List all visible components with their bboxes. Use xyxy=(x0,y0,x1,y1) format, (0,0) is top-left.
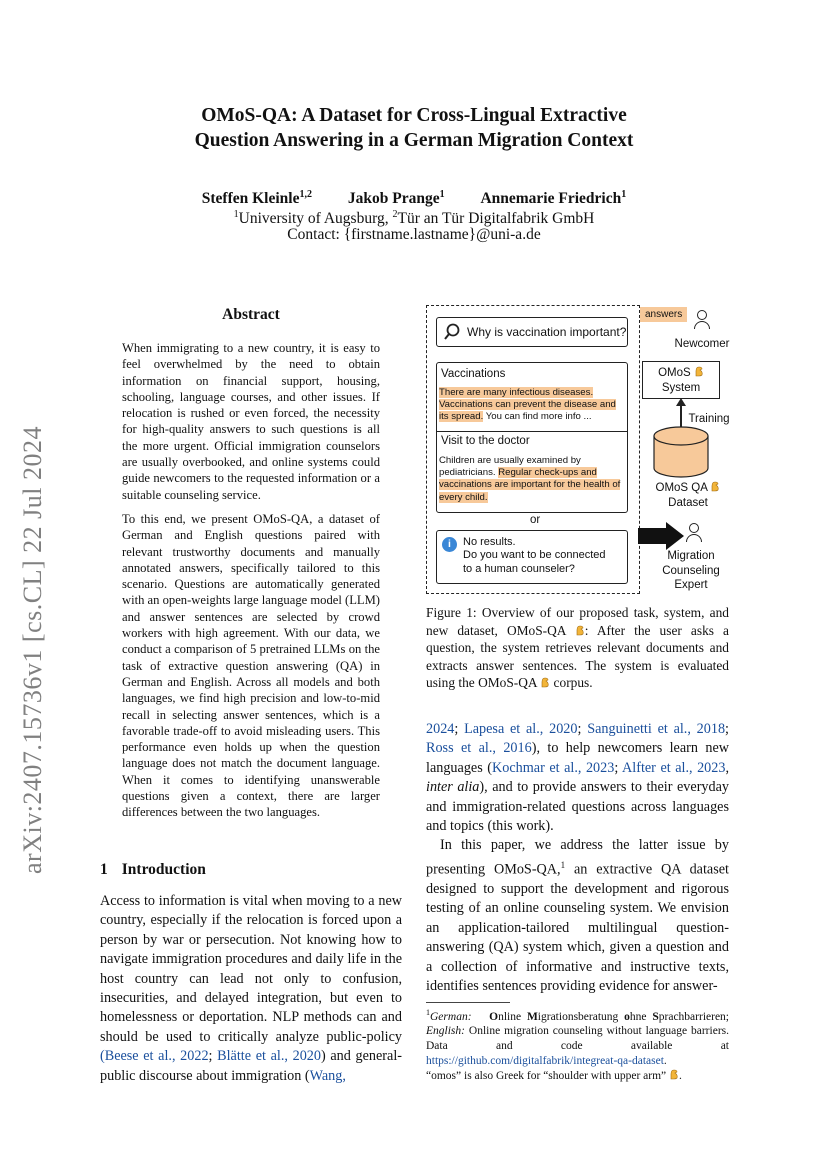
citation-link[interactable]: Alfter et al., 2023 xyxy=(622,759,726,776)
handoff-arrow-head xyxy=(666,522,684,550)
expert-person-icon xyxy=(686,523,702,541)
abstract-heading: Abstract xyxy=(222,306,280,323)
newcomer-label: Newcomer xyxy=(674,338,730,350)
abstract-paragraph-2: To this end, we present OMoS-QA, a dataset of German and English questions paired with relevant trustworthy documents and manually annotated answers, specifically tailored to this scenario. Questions are automatically generated with an open-weights large language model (LLM) and answer sentences are selected by crowd workers with high agreement. With our data, we conduct a comparison of 5 pretrained LLMs on the task of extractive question answering (QA) in German and English. Across all models and both languages, we find high precision and low-to-mid recall in selecting answer sentences, which is a favorable trade-off to avoid misleading users. This performance even holds up when the question language does not match the document language. When it comes to identifying unanswerable questions given a context, there are larger differences between the two languages. xyxy=(122,511,380,820)
question-box xyxy=(436,317,628,347)
section-heading-introduction: 1 Introduction xyxy=(100,861,206,878)
citation-link[interactable]: Sanguinetti et al., 2018 xyxy=(587,721,726,737)
figure-1 xyxy=(426,302,736,600)
database-icon xyxy=(652,426,710,478)
figure-caption: Figure 1: Overview of our proposed task, system, and new dataset, OMoS-QA : After the user asks a question, the system retrieves relevant documents and extracts answer sentences. The system is evaluated using the OMoS-QA corpus. xyxy=(426,605,729,690)
doc-1-title: Vaccinations xyxy=(441,368,506,380)
doc-1-body: There are many infectious diseases. Vaccinations can prevent the disease and its spread. You can find more info ... xyxy=(439,387,616,423)
training-label: Training xyxy=(688,413,730,425)
paper-paragraph: In this paper, we address the latter issue by presenting OMoS-QA,$^1$ an extractive QA dataset designed to support the development and rigorous testing of an online counseling system. We envision an application-tailored multilingual question-answering (QA) system which, given a question and a collection of informative and instructive texts, identifies sentences providing evidence for answer- xyxy=(426,837,729,995)
answer-highlight: Regular check-ups and vaccinations are important for the health of every child. xyxy=(439,467,621,503)
citation-link[interactable]: Kochmar et al., 2023 xyxy=(492,759,615,776)
intro-paragraph: Access to information is vital when moving to a new country, especially if the relocation is forced upon a person by war or persecution. Not knowing how to navigate immigration procedures and daily life in the host country can lead not only to confusion, insecurities, and delayed integration, but even to homelessness or deportation. NLP methods can and should be used to critically analyze public-policy (Beese et al., 2022; Blätte et al., 2020) and general-public discourse about immigration (Wang, xyxy=(100,893,402,1084)
abstract-paragraph-1: When immigrating to a new country, it is easy to feel overwhelmed by the need to obtain information on financial support, housing, schooling, language courses, and other issues. If relocation is rushed or even forced, the necessity for high-quality answers to such questions is all the more urgent. Official immigration counselors are usually overbooked, and online systems could guide newcomers to the requested information or a suitable counseling service. xyxy=(122,341,380,502)
abstract-body xyxy=(122,340,380,829)
footnote-marker[interactable]: 1 xyxy=(560,859,566,870)
citation-link[interactable]: 2024 xyxy=(426,721,455,737)
citation-link[interactable]: (Beese et al., 2022 xyxy=(100,1048,209,1065)
citation-link[interactable]: Ross et al., 2016 xyxy=(426,740,532,757)
system-box: OMoS System xyxy=(642,361,720,399)
training-arrow-head xyxy=(676,398,686,406)
dataset-url-link[interactable]: https://github.com/digitalfabrik/integreat-qa-dataset xyxy=(426,1054,664,1067)
title-line-2: Question Answering in a German Migration Context xyxy=(194,130,634,151)
doc-2-body: Children are usually examined by pediatricians. Regular check-ups and vaccinations are important for the health of every child. xyxy=(439,455,621,503)
affiliations: $^1$University of Augsburg, $^2$Tür an Tür Digitalfabrik GmbH xyxy=(233,209,595,228)
newcomer-person-icon xyxy=(694,310,710,328)
paper-title xyxy=(100,103,728,153)
handoff-arrow xyxy=(638,528,668,544)
right-column-body xyxy=(426,720,729,996)
contact-line: Contact: {firstname.lastname}@uni-a.de xyxy=(287,226,541,243)
question-text: Why is vaccination important? xyxy=(467,325,627,339)
title-line-1: OMoS-QA: A Dataset for Cross-Lingual Extractive xyxy=(201,105,627,126)
flexed-biceps-icon xyxy=(669,1069,679,1080)
flexed-biceps-icon xyxy=(575,625,585,636)
answer-highlight: There are many infectious diseases. Vaccinations can prevent the disease and its spread. xyxy=(439,387,616,423)
citation-link[interactable]: Blätte et al., 2020 xyxy=(217,1048,321,1065)
footnote-rule xyxy=(426,1002,510,1003)
flexed-biceps-icon xyxy=(710,481,720,492)
dataset-label: OMoS QA Dataset xyxy=(642,480,734,510)
author-2: Jakob Prange$^1$ xyxy=(347,189,445,208)
arxiv-id: arXiv:2407.15736v1 [cs.CL] 22 Jul 2024 xyxy=(18,426,47,874)
doc-divider xyxy=(437,431,627,432)
continued-paragraph: 2024; Lapesa et al., 2020; Sanguinetti et al., 2018; Ross et al., 2016), to help newcomers learn new languages (Kochmar et al., 2023; Alfter et al., 2023, inter alia), and to provide answers to their everyday and immigration-related questions across languages and topics (this work). xyxy=(426,721,729,835)
retrieved-documents xyxy=(436,362,628,513)
expert-label: Migration Counseling Expert xyxy=(662,550,720,591)
flexed-biceps-icon xyxy=(694,366,704,377)
arxiv-sidebar xyxy=(18,374,52,874)
author-1: Steffen Kleinle$^{1,2}$ xyxy=(201,189,312,208)
doc-2-title: Visit to the doctor xyxy=(441,435,530,447)
citation-link[interactable]: Wang, xyxy=(309,1067,346,1084)
or-label: or xyxy=(530,514,541,526)
citation-link[interactable]: Lapesa et al., 2020 xyxy=(464,721,578,737)
info-icon: i xyxy=(442,537,457,552)
flexed-biceps-icon xyxy=(540,677,550,688)
author-3: Annemarie Friedrich$^1$ xyxy=(480,189,627,208)
answers-tag: answers xyxy=(640,307,687,322)
no-results-box: i No results. Do you want to be connected to a human counseler? xyxy=(436,530,628,584)
search-icon xyxy=(443,323,461,341)
footnote: $^1$German: Online Migrationsberatung ohne Sprachbarrieren; English: Online migration counseling without language barriers. Data and code available at https://github.com/digitalfabrik/integreat-qa-dataset. “omos” is also Greek for “shoulder with upper arm” . xyxy=(426,1008,729,1083)
